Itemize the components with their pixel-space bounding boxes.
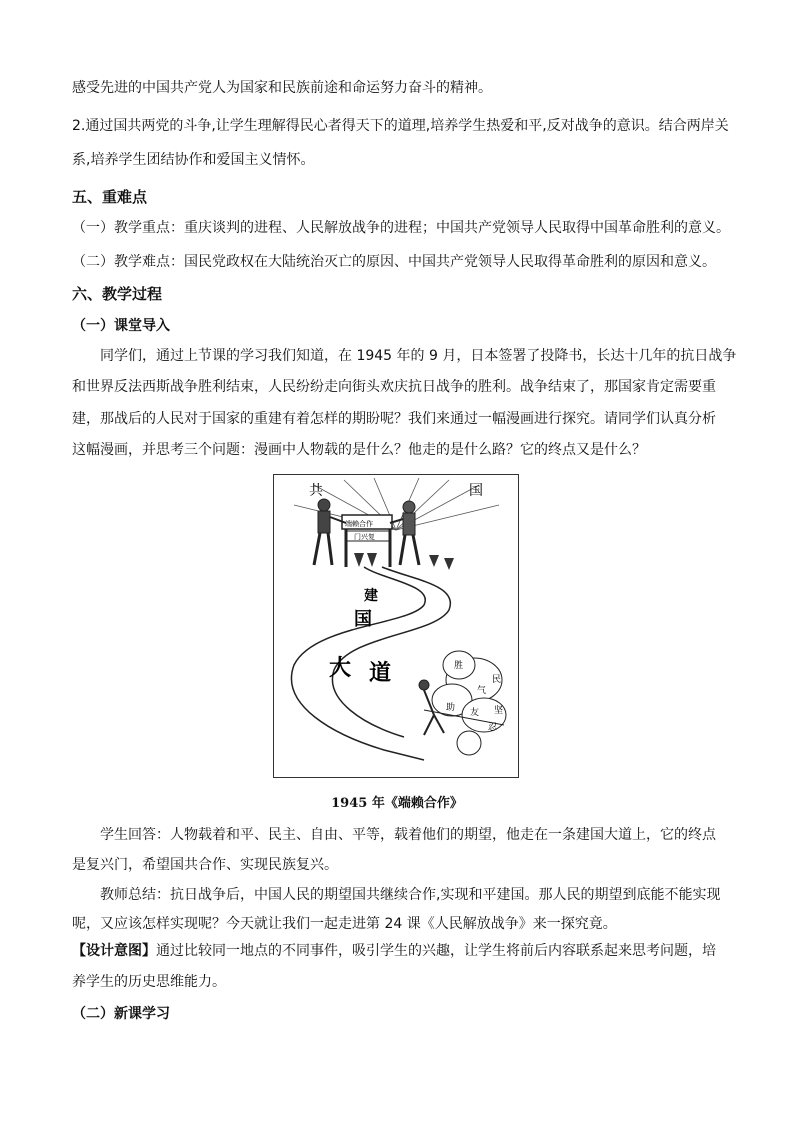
- subsection-heading: （一）课堂导入: [72, 318, 170, 334]
- subsection-heading: （二）新课学习: [72, 1006, 170, 1022]
- cartoon-image: [273, 474, 519, 778]
- text-line: （二）教学难点：国民党政权在大陆统治灭亡的原因、中国共产党领导人民取得革命胜利的原因和意义。: [72, 254, 716, 270]
- text-line: 教师总结：抗日战争后，中国人民的期望国共继续合作,实现和平建国。那人民的期望到底能不能实现: [100, 887, 721, 903]
- text-line: 2.通过国共两党的斗争,让学生理解得民心者得天下的道理,培养学生热爱和平,反对战争的意识。结合两岸关: [72, 118, 729, 134]
- sack-label: 胜: [454, 661, 464, 671]
- text-line: 学生回答：人物载着和平、民主、自由、平等，载着他们的期望，他走在一条建国大道上，它的终点: [100, 827, 716, 843]
- sack-label: 气: [477, 686, 487, 696]
- sack-label: 忍: [488, 723, 498, 733]
- text-line: （一）教学重点：重庆谈判的进程、人民解放战争的进程；中国共产党领导人民取得中国革命胜利的意义。: [72, 220, 730, 236]
- sack-label: 助: [446, 703, 456, 713]
- figure-caption: 1945 年《端赖合作》: [331, 796, 463, 811]
- sack-label: 民: [492, 675, 502, 685]
- road-char: 道: [369, 661, 392, 686]
- gate-top-text: 端赖合作: [345, 520, 373, 528]
- text-line: 感受先进的中国共产党人为国家和民族前途和命运努力奋斗的精神。: [72, 80, 492, 96]
- section-heading: 六、教学过程: [72, 285, 163, 303]
- road-char: 大: [329, 656, 352, 681]
- road-char: 建: [364, 588, 378, 604]
- cartoon-label-left: 共: [309, 483, 323, 499]
- text-line: 系,培养学生团结协作和爱国主义情怀。: [72, 152, 315, 168]
- text-line: 和世界反法西斯战争胜利结束，人民纷纷走向街头欢庆抗日战争的胜利。战争结束了，那国家肯定需要重: [72, 379, 716, 395]
- text-line: 是复兴门，希望国共合作、实现民族复兴。: [72, 857, 338, 873]
- cartoon-label-right: 国: [469, 483, 483, 499]
- design-intent-text: 通过比较同一地点的不同事件，吸引学生的兴趣，让学生将前后内容联系起来思考问题，培: [156, 943, 716, 959]
- text-line: 这幅漫画，并思考三个问题：漫画中人物载的是什么？他走的是什么路？它的终点又是什么？: [72, 442, 646, 458]
- text-line: 同学们，通过上节课的学习我们知道，在 1945 年的 9 月，日本签署了投降书，长达十几年的抗日战争: [100, 348, 737, 364]
- text-line: 建，那战后的人民对于国家的重建有着怎样的期盼呢？我们来通过一幅漫画进行探究。请同学们认真分析: [72, 411, 716, 427]
- section-heading: 五、重难点: [72, 188, 148, 206]
- design-intent-label: 【设计意图】: [72, 943, 156, 959]
- gate-sign-text: 门兴复: [354, 533, 375, 541]
- text-line: 养学生的历史思维能力。: [72, 974, 226, 990]
- sack-label: 友: [470, 708, 480, 718]
- road-char: 国: [354, 609, 372, 630]
- sack-label: 坚: [494, 706, 504, 716]
- text-line: [72, 941, 716, 961]
- text-line: 呢，又应该怎样实现呢？今天就让我们一起走进第 24 课《人民解放战争》来一探究竟。: [72, 916, 617, 932]
- cartoon-drawing: [274, 475, 518, 777]
